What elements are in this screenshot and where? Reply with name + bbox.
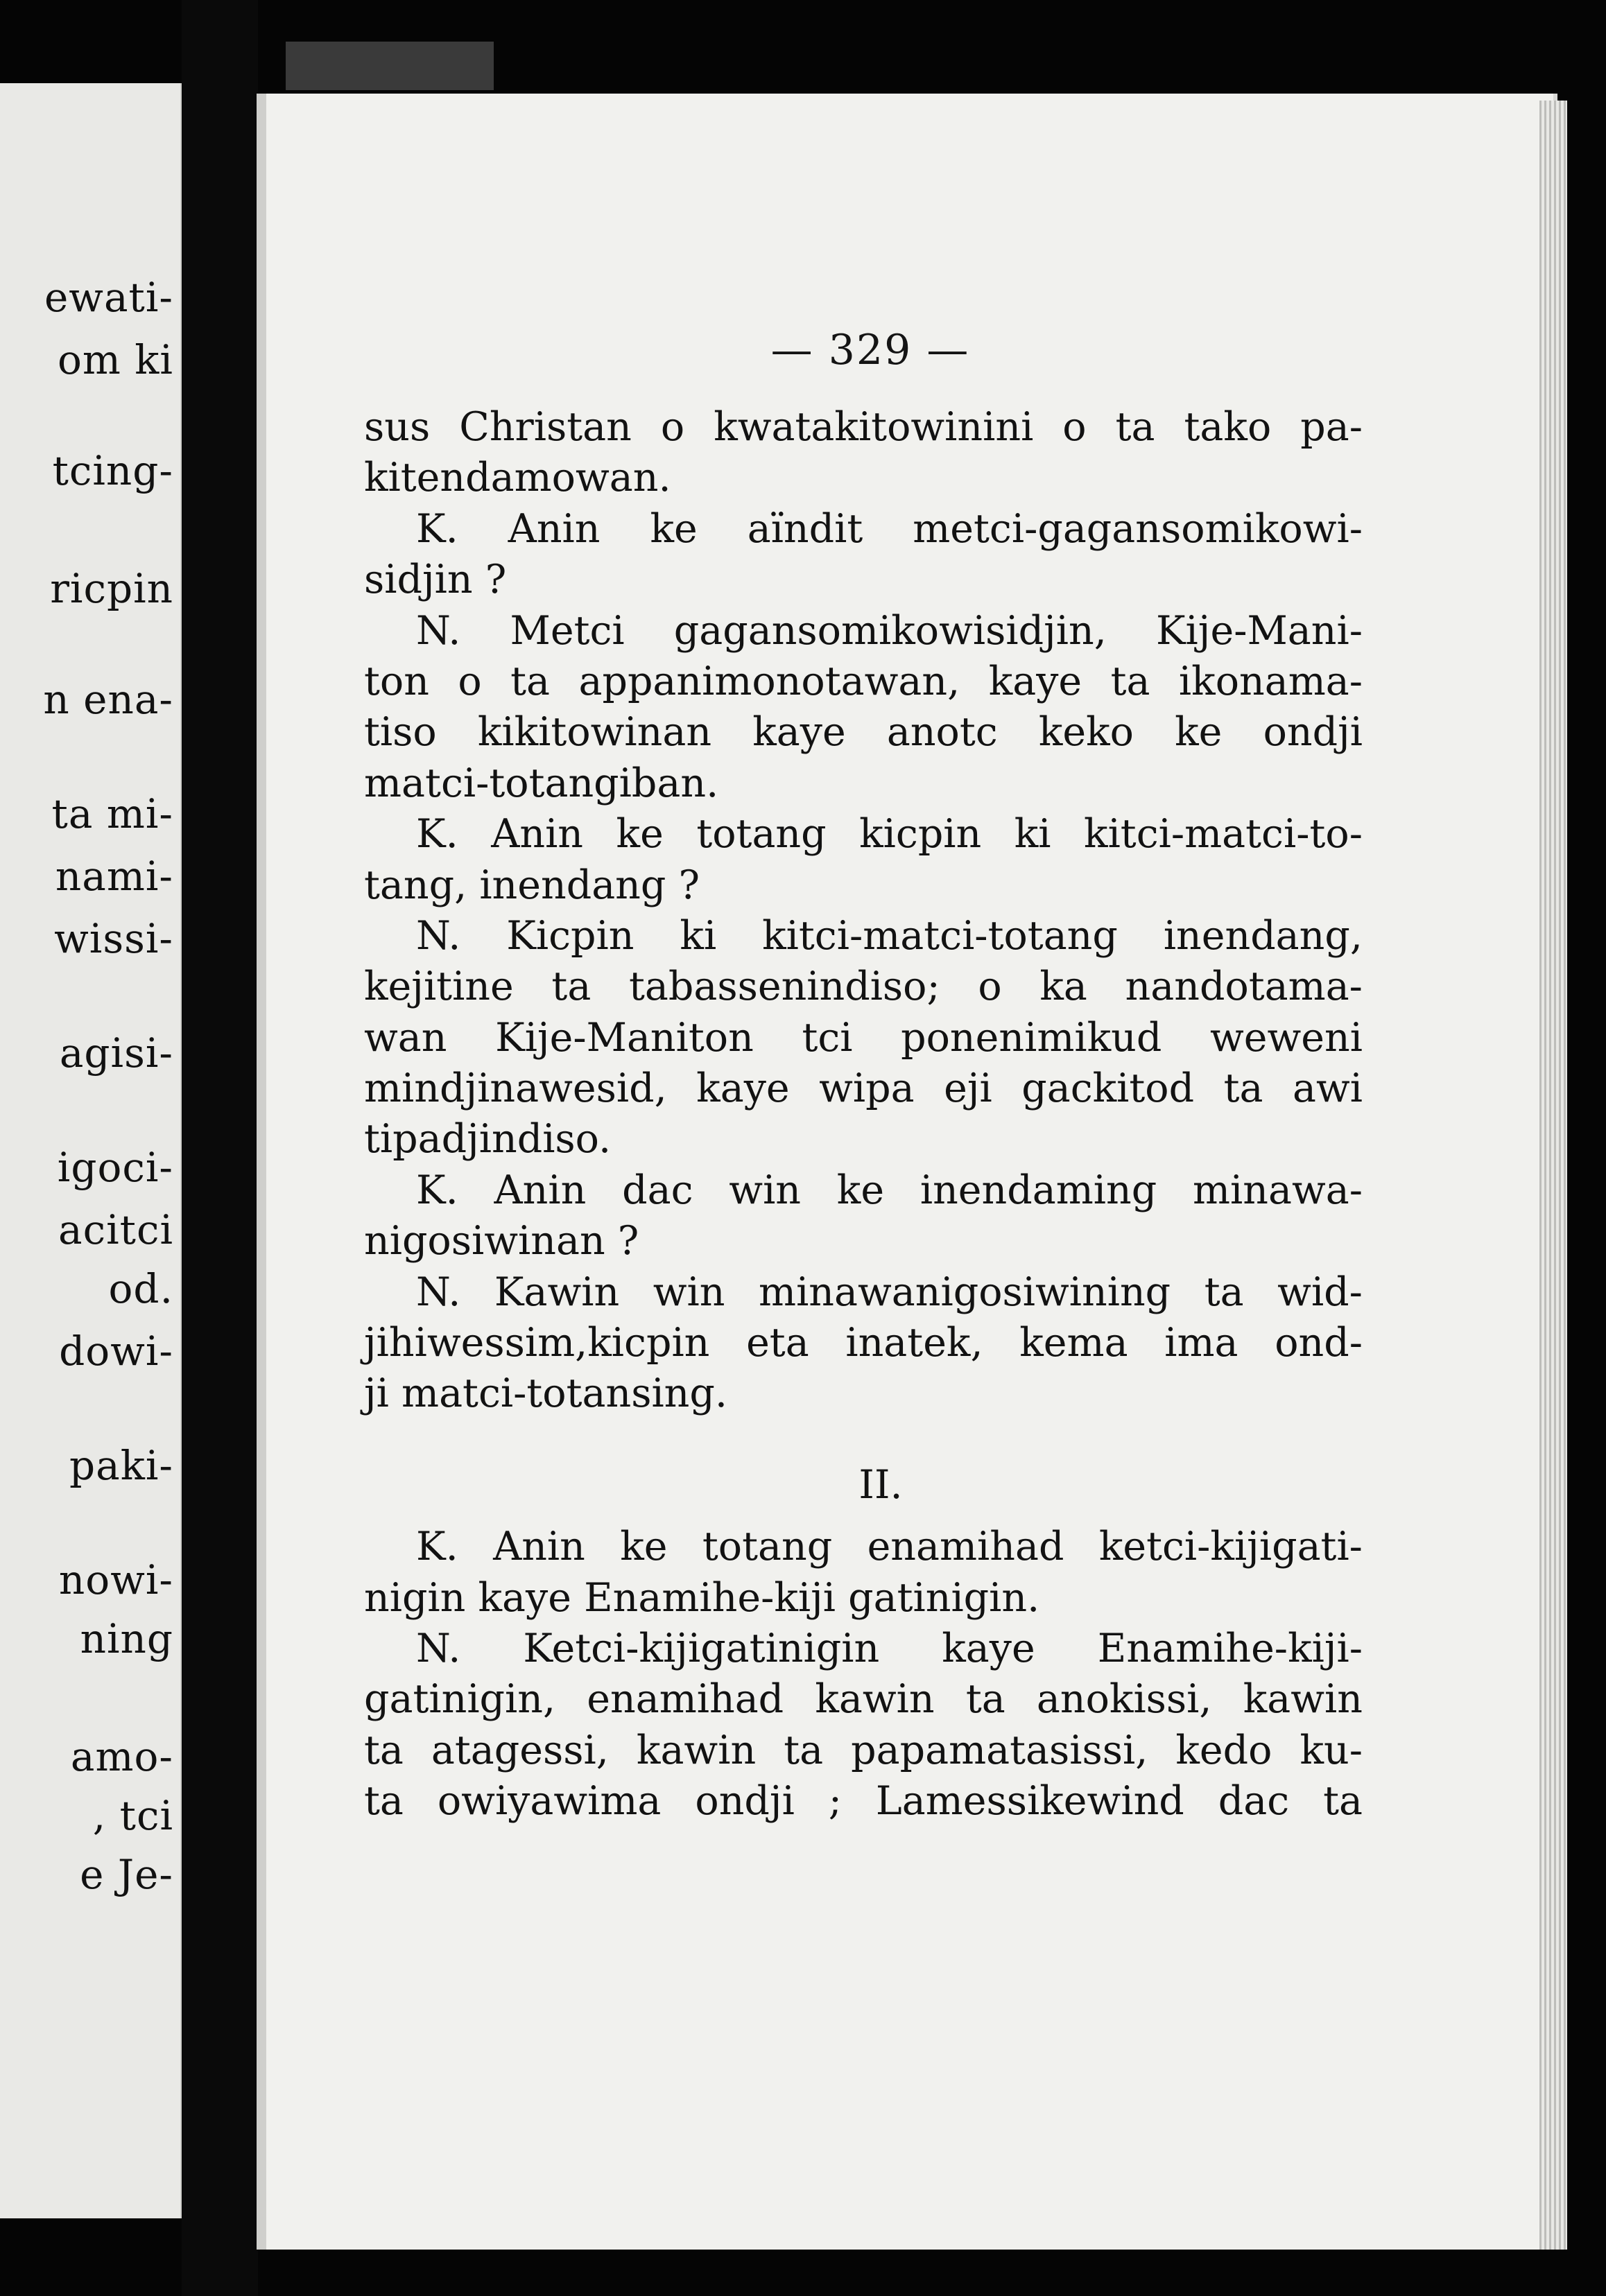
text-line: K. Anin ke totang enamihad ketci-kijigati- bbox=[416, 1524, 1363, 1570]
text-line: ta owiyawima ondji ; Lamessikewind dac ta bbox=[364, 1778, 1363, 1825]
text-line: jihiwessim,kicpin eta inatek, kema ima ond- bbox=[364, 1320, 1363, 1366]
book-gutter bbox=[182, 0, 258, 2296]
page-number: — 329 — bbox=[770, 326, 970, 374]
text-line: kitendamowan. bbox=[364, 455, 671, 501]
text-line: nigin kaye Enamihe-kiji gatinigin. bbox=[364, 1574, 1040, 1621]
text-line: nigosiwinan ? bbox=[364, 1218, 639, 1264]
text-line: ta atagessi, kawin ta papamatasissi, kedo ku- bbox=[364, 1727, 1363, 1773]
text-line: mindjinawesid, kaye wipa eji gackitod ta awi bbox=[364, 1066, 1363, 1112]
left-page-fragment: e Je- bbox=[80, 1851, 173, 1898]
left-page-fragment: paki- bbox=[69, 1442, 173, 1489]
text-line: matci-totangiban. bbox=[364, 760, 719, 806]
text-line: N. Kawin win minawanigosiwining ta wid- bbox=[416, 1269, 1363, 1315]
text-line: tipadjindiso. bbox=[364, 1116, 612, 1163]
left-page-fragment: ricpin bbox=[50, 565, 173, 612]
left-page-fragment: n ena- bbox=[43, 676, 173, 723]
text-line: gatinigin, enamihad kawin ta anokissi, kawin bbox=[364, 1676, 1363, 1723]
left-page-fragment: om ki bbox=[57, 336, 173, 383]
left-page-fragment: dowi- bbox=[59, 1328, 173, 1375]
text-line: ton o ta appanimonotawan, kaye ta ikonama- bbox=[364, 658, 1363, 704]
left-page-fragment: amo- bbox=[70, 1733, 173, 1780]
left-page-fragment: , tci bbox=[92, 1792, 173, 1839]
text-line: wan Kije-Maniton tci ponenimikud weweni bbox=[364, 1014, 1363, 1061]
text-line: N. Metci gagansomikowisidjin, Kije-Mani- bbox=[416, 607, 1363, 654]
text-line: tang, inendang ? bbox=[364, 862, 700, 908]
left-page-fragment: ewati- bbox=[44, 274, 173, 321]
section-gap bbox=[364, 1420, 1363, 1460]
left-page-fragment: tcing- bbox=[52, 447, 173, 494]
text-line: tiso kikitowinan kaye anotc keko ke ondji bbox=[364, 709, 1363, 756]
left-facing-page bbox=[0, 83, 184, 2218]
text-line: ji matci-totansing. bbox=[364, 1371, 727, 1417]
left-page-fragment: acitci bbox=[58, 1206, 173, 1253]
binding-shadow bbox=[286, 42, 494, 90]
text-line: K. Anin ke aïndit metci-gagansomikowi- bbox=[416, 505, 1363, 552]
page-edges bbox=[1539, 101, 1567, 2250]
left-page-fragment: ning bbox=[80, 1615, 173, 1662]
left-page-fragment: wissi- bbox=[54, 915, 173, 962]
text-line: kejitine ta tabassenindiso; o ka nandotama- bbox=[364, 964, 1363, 1010]
text-line: sus Christan o kwatakitowinini o ta tako pa- bbox=[364, 404, 1363, 450]
section-gap bbox=[364, 1511, 1363, 1522]
left-page-fragment: nowi- bbox=[58, 1556, 173, 1603]
text-line: K. Anin dac win ke inendaming minawa- bbox=[416, 1167, 1363, 1213]
left-page-fragment: igoci- bbox=[57, 1144, 173, 1191]
section-heading: II. bbox=[858, 1461, 903, 1508]
left-page-fragment: nami- bbox=[55, 853, 173, 900]
page-body-text bbox=[364, 402, 1363, 1827]
text-line: K. Anin ke totang kicpin ki kitci-matci-to- bbox=[416, 811, 1363, 858]
text-line: N. Ketci-kijigatinigin kaye Enamihe-kiji- bbox=[416, 1625, 1363, 1671]
text-line: N. Kicpin ki kitci-matci-totang inendang, bbox=[416, 912, 1363, 959]
text-line: sidjin ? bbox=[364, 557, 507, 603]
left-page-fragment: od. bbox=[108, 1265, 173, 1312]
left-page-fragment: ta mi- bbox=[51, 790, 173, 837]
left-page-fragment: agisi- bbox=[59, 1029, 173, 1077]
